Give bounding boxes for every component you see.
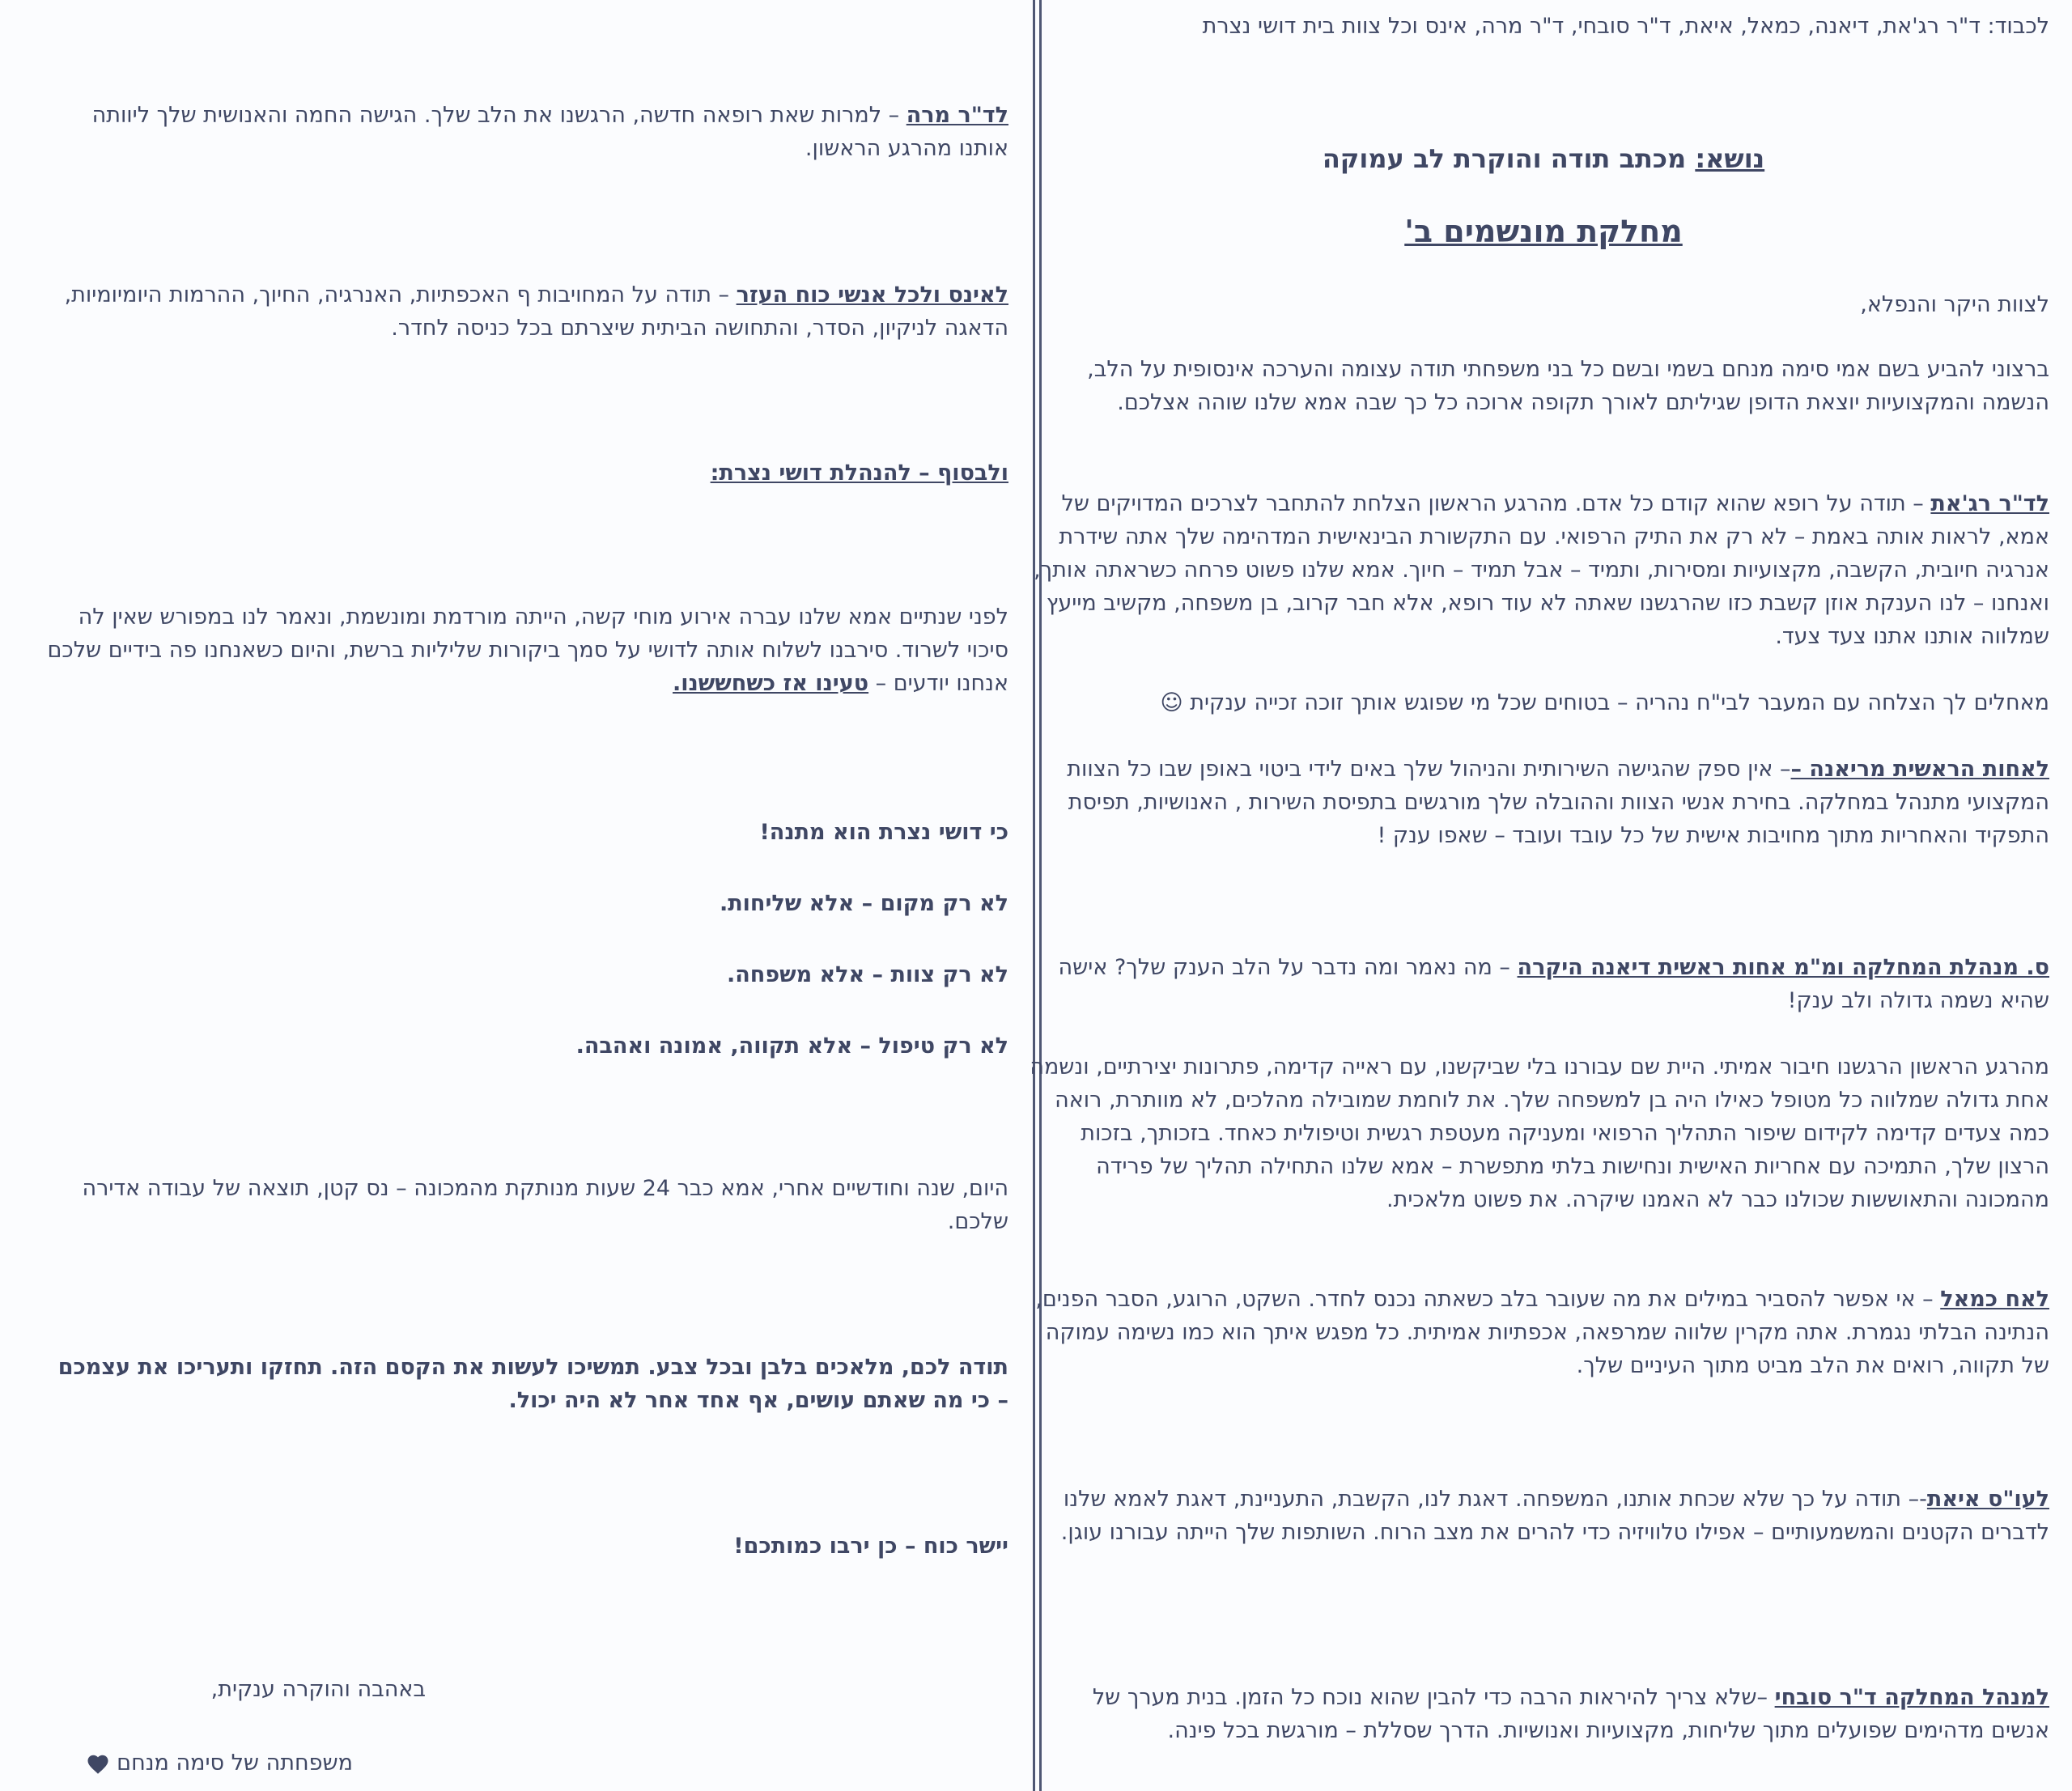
paragraph-diana bbox=[1030, 951, 2049, 1017]
greeting: לצוות היקר והנפלא, bbox=[1860, 292, 2049, 317]
department-title: מחלקת מונשמים ב' bbox=[1404, 214, 1683, 249]
thanks-paragraph: תודה לכם, מלאכים בלבן ובכל צבע. תמשיכו לעשות את הקסם הזה. תחזקו ותעריכו את עצמכם – כי מה שאתם עושים, אף אחד אחר לא היה יכול. bbox=[57, 1355, 1008, 1413]
subject-label: נושא: bbox=[1695, 143, 1765, 174]
paragraph-diana-more: מהרגע הראשון הרגשנו חיבור אמיתי. היית שם עבורנו בלי שביקשנו, עם ראייה קדימה, פתרונות יצירתיים, ונשמה אחת גדולה שמלווה כל מטופל כאילו היה בן למשפחה שלך. את לוחמת שמובילה מהלכים, לא מוותרת, רואה כמה צעדים קדימה לקידום שיפור התהליך הרפואי ומעניקה מעטפת רגשית וטיפולית כאחד. בזכותך, בזכות הרצון שלך, התמיכה עם אחריות האישית ונחישות בלתי מתפשרת – אמא שלנו התחילה תהליך של פרידה מהמכונה והתאוששות שכולנו כבר לא האמנו שיקרה. את פשוט מלאכית. bbox=[1030, 1055, 2049, 1212]
subject-text: מכתב תודה והוקרת לב עמוקה bbox=[1322, 143, 1696, 174]
address-line: לכבוד: ד"ר רג'את, דיאנה, כמאל, איאת, ד"ר סובחי, ד"ר מרה, אינס וכל צוות בית דושי נצרת bbox=[1202, 14, 2049, 39]
signature-line bbox=[29, 1746, 353, 1780]
recipient-dr-ragat: לד"ר רג'את bbox=[1930, 491, 2049, 516]
paragraph-dr-mara bbox=[45, 99, 1008, 165]
recipient-ines: לאינס ולכל אנשי כוח העזר bbox=[736, 282, 1008, 308]
story-paragraph bbox=[45, 601, 1008, 700]
right-column bbox=[1030, 0, 2049, 1791]
paragraph-text: – אין ספק שהגישה השירותית והניהול שלך באים לידי ביטוי באופן שבו כל הצוות המקצועי מתנהל במחלקה. בחירת אנשי הצוות וההובלה שלך מורגשים בתפיסת השירות , האנושיות, תפיסת התפקיד והאחריות מתוך מחויבות אישית של כל עובד ועובד – שאפו ענק ! bbox=[1067, 757, 2049, 848]
paragraph-text: – אי אפשר להסביר במילים את מה שעובר בלב כשאתה נכנס לחדר. השקט, הרוגע, הסבר הפנים, הנתינה הבלתי נגמרת. אתה מקרין שלווה שמרפאה, אכפתיות אמיתית. כל מפגש איתך הוא כמו נשימה עמוקה של תקווה, רואים את הלב מביט מתוך העיניים שלך. bbox=[1035, 1287, 2049, 1378]
paragraph-text: – מה נאמר ומה נדבר על הלב הענק שלך? אישה שהיא נשמה גדולה ולב ענק! bbox=[1058, 955, 2049, 1013]
mission-line: לא רק מקום – אלא שליחות. bbox=[719, 891, 1008, 916]
recipient-ayat: לעו"ס איאת bbox=[1926, 1487, 2049, 1512]
paragraph-text: – תודה על רופא שהוא קודם כל אדם. מהרגע הראשון הצלחת להתחבר לצרכים המדויקים של אמא, לראות אותה באמת – לא רק את התיק הרפואי. עם התקשורת הבינאישית המדהימה שלך אתה שידרת אנרגיה חיובית, הקשבה, מקצועיות ומסירות, ותמיד – אבל תמיד – חיוך. אמא שלנו פשוט פרחה כשראתה אותך, ואנחנו – לנו הענקת אוזן קשבת כזו שהרגשנו שאתה לא עוד רופא, אלא חבר קרוב, בן משפחה, מקשיב מייעץ שמלווה אותנו אתנו צעד צעד. bbox=[1034, 491, 2049, 649]
paragraph-text: –שלא צריך להיראות הרבה כדי להבין שהוא נוכח כל הזמן. בנית מערך של אנשים מדהימים שפועלים מתוך שליחות, מקצועיות ואנושיות. הדרך שסללת – מורגשת בכל פינה. bbox=[1092, 1685, 2049, 1743]
paragraph-mariana bbox=[1030, 753, 2049, 852]
signature: משפחתה של סימה מנחם bbox=[117, 1751, 353, 1776]
story-emphasis: טעינו אז כשחששנו. bbox=[673, 671, 869, 696]
signoff: באהבה והוקרה ענקית, bbox=[210, 1677, 426, 1702]
left-column bbox=[45, 0, 1008, 1791]
story-text: לפני שנתיים אמא שלנו עברה אירוע מוחי קשה, הייתה מורדמת ומונשמת, ונאמר לנו במפורש שאין לה סיכוי לשרוד. סירבנו לשלוח אותה לדושי על סמך ביקורות שליליות ברשת, והיום כשאנחנו פה בידיים שלכם אנחנו יודעים – bbox=[47, 605, 1008, 696]
management-heading: ולבסוף – להנהלת דושי נצרת: bbox=[710, 460, 1008, 486]
intro-paragraph: ברצוני להביע בשם אמי סימה מנחם בשמי ובשם כל בני משפחתי תודה עצומה והערכה אינסופית על הלב, הנשמה והמקצועיות יוצאת הדופן שגיליתם לאורך תקופה ארוכה כל כך שבה אמא שלנו שוהה אצלכם. bbox=[1087, 357, 2049, 415]
subject-line bbox=[1030, 142, 2057, 177]
recipient-dr-mara: לד"ר מרה bbox=[906, 103, 1008, 128]
heart-icon bbox=[86, 1752, 110, 1776]
recipient-dr-subhi: למנהל המחלקה ד"ר סובחי bbox=[1774, 1685, 2049, 1710]
hope-line: לא רק טיפול – אלא תקווה, אמונה ואהבה. bbox=[575, 1033, 1008, 1059]
wish-line: מאחלים לך הצלחה עם המעבר לבי"ח נהריה – בטוחים שכל מי שפוגש אותך זוכה זכייה ענקית ☺ bbox=[1160, 690, 2049, 715]
paragraph-text: – למרות שאת רופאה חדשה, הרגשנו את הלב שלך. הגישה החמה והאנושית שלך ליוותה אותנו מהרגע הראשון. bbox=[91, 103, 1008, 161]
paragraph-dr-ragat bbox=[1030, 487, 2049, 653]
paragraph-text: -– תודה על כך שלא שכחת אותנו, המשפחה. דאגת לנו, הקשבת, התעניינת, דאגת לאמא שלנו לדברים הקטנים והמשמעותיים – אפילו טלוויזיה כדי להרים את מצב הרוח. השותפות שלך הייתה עבורנו עוגן. bbox=[1060, 1487, 2049, 1545]
family-line: לא רק צוות – אלא משפחה. bbox=[726, 962, 1008, 987]
paragraph-ayat bbox=[1030, 1483, 2049, 1549]
gift-line: כי דושי נצרת הוא מתנה! bbox=[759, 820, 1008, 845]
today-paragraph: היום, שנה וחודשיים אחרי, אמא כבר 24 שעות מנותקת מהמכונה – נס קטן, תוצאה של עבודה אדירה שלכם. bbox=[82, 1176, 1008, 1234]
paragraph-ines bbox=[45, 278, 1008, 345]
recipient-mariana: לאחות הראשית מריאנה – bbox=[1790, 757, 2049, 782]
paragraph-text: – תודה על המחויבות ף האכפתיות, האנרגיה, החיוך, ההרמות היומיומיות, הדאגה לניקיון, הסדר, והתחושה הביתית שיצרתם בכל כניסה לחדר. bbox=[64, 282, 1008, 341]
paragraph-dr-subhi bbox=[1030, 1681, 2049, 1747]
paragraph-kamal bbox=[1030, 1283, 2049, 1382]
recipient-diana: ס. מנהלת המחלקה ומ"מ אחות ראשית דיאנה היקרה bbox=[1517, 955, 2049, 980]
yasher-koach-line: יישר כוח – כן ירבו כמותכם! bbox=[733, 1534, 1008, 1559]
recipient-kamal: לאח כמאל bbox=[1940, 1287, 2049, 1312]
